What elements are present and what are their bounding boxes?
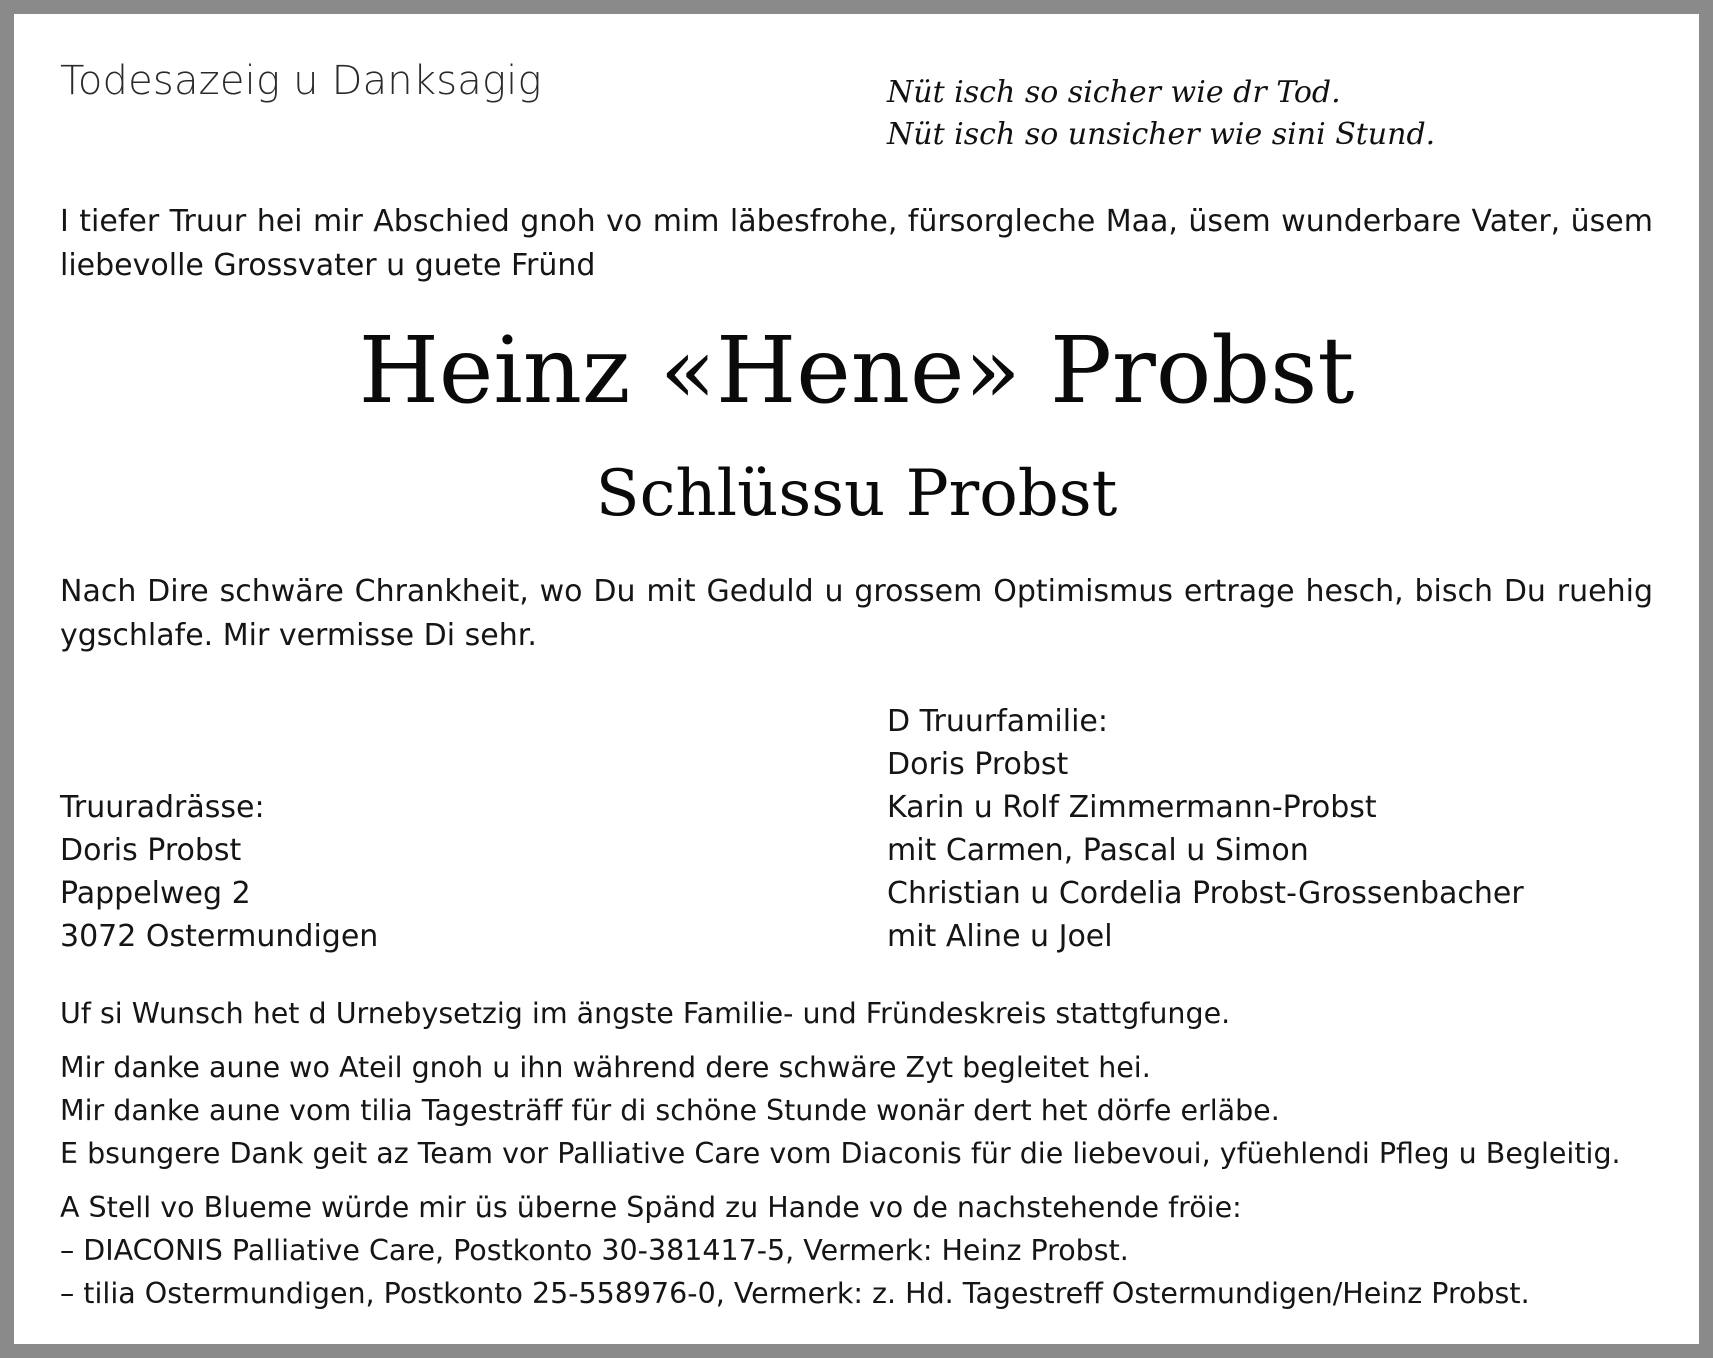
address-line: Pappelweg 2	[60, 876, 251, 911]
family-member: mit Aline u Joel	[887, 919, 1113, 954]
deceased-name: Heinz «Hene» Probst	[358, 317, 1355, 424]
address-line: Doris Probst	[60, 833, 242, 868]
motto-line: Nüt isch so sicher wie dr Tod.	[887, 75, 1341, 110]
family-list	[887, 700, 1524, 958]
family-member: Karin u Rolf Zimmermann-Probst	[887, 790, 1377, 825]
illness-text: Nach Dire schwäre Chrankheit, wo Du mit Geduld u grossem Optimismus ertrage hesch, bisch Du ruehig ygschlafe. Mir vermisse Di sehr.	[60, 574, 1653, 653]
motto-quote	[887, 72, 1435, 156]
thanks-section	[60, 1046, 1680, 1175]
thanks-line: E bsungere Dank geit az Team vor Palliative Care vom Diaconis für die liebevoui, yfüehlendi Pfleg u Begleitig.	[60, 1137, 1621, 1170]
motto-line: Nüt isch so unsicher wie sini Stund.	[887, 117, 1436, 152]
obituary-notice	[14, 14, 1699, 1344]
urn-burial-text	[60, 992, 1680, 1035]
thanks-line: Mir danke aune vom tilia Tagesträff für di schöne Stunde wonär dert het dörfe erläbe.	[60, 1094, 1280, 1127]
family-member: Doris Probst	[887, 747, 1069, 782]
urn-burial-line: Uf si Wunsch het d Urnebysetzig im ängste Familie- und Fründeskreis stattgfunge.	[60, 997, 1231, 1030]
address-line: 3072 Ostermundigen	[60, 919, 379, 954]
family-heading: D Truurfamilie:	[887, 704, 1108, 739]
donations-intro: A Stell vo Blueme würde mir üs überne Spänd zu Hande vo de nachstehende fröie:	[60, 1191, 1242, 1224]
notice-title: Todesazeig u Danksagig	[60, 58, 542, 104]
mourning-address	[60, 786, 378, 958]
donation-item: – DIACONIS Palliative Care, Postkonto 30-381417-5, Vermerk: Heinz Probst.	[60, 1234, 1129, 1267]
family-member: mit Carmen, Pascal u Simon	[887, 833, 1309, 868]
thanks-line: Mir danke aune wo Ateil gnoh u ihn während dere schwäre Zyt begleitet hei.	[60, 1051, 1151, 1084]
deceased-nickname: Schlüssu Probst	[595, 457, 1118, 531]
family-member: Christian u Cordelia Probst-Grossenbacher	[887, 876, 1524, 911]
intro-text: I tiefer Truur hei mir Abschied gnoh vo mim läbesfrohe, fürsorgleche Maa, üsem wunderbare Vater, üsem liebevolle Grossvater u guete Fründ	[60, 204, 1653, 283]
donations-section	[60, 1186, 1680, 1315]
donation-item: – tilia Ostermundigen, Postkonto 25-558976-0, Vermerk: z. Hd. Tagestreff Ostermundigen/Heinz Probst.	[60, 1277, 1530, 1310]
address-heading: Truuradrässe:	[60, 790, 265, 825]
